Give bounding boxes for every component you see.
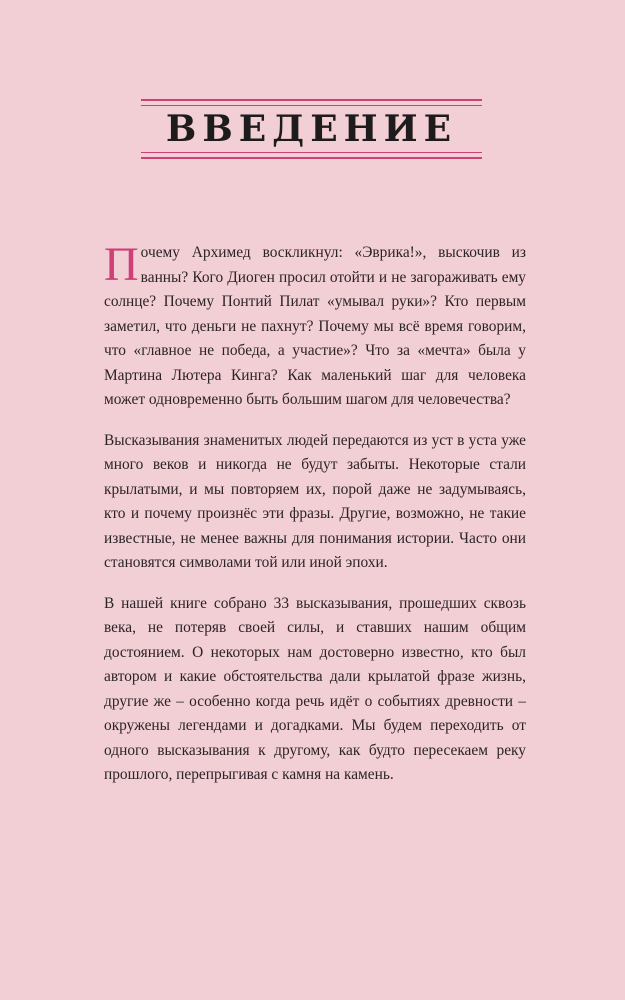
paragraph-2: Высказывания знаменитых людей передаются из уст в уста уже много веков и никогда не будут забыты. Некоторые стали крылатыми, и мы повторяем их, порой даже не задумываясь, кто и почему произнёс эти фразы. Другие, возможно, не такие известные, не менее важны для понимания истории. Часто они становятся символами той или иной эпохи. (104, 431, 526, 571)
chapter-header (141, 99, 482, 163)
bottom-rule-thin (141, 152, 482, 153)
drop-cap: П (104, 238, 139, 291)
chapter-title: ВВЕДЕНИЕ (165, 108, 458, 150)
paragraph-3: В нашей книге собрано 33 высказывания, прошедших сквозь века, не потеряв своей силы, и ставших нашим общим достоянием. О некоторых нам достоверно известно, кто был автором и какие обстоятельства дали крылатой фразе жизнь, другие же – особенно когда речь идёт о событиях древности – окружены легендами и догадками. Мы будем переходить от одного высказывания к другому, как будто пересекаем реку прошлого, перепрыгивая с камня на камень. (104, 594, 526, 783)
intro-text (104, 238, 526, 804)
bottom-rule-thick (141, 157, 482, 159)
paragraph-1-text: очему Архимед воскликнул: «Эврика!», выскочив из ванны? Кого Диоген просил отойти и не загораживать ему солнце? Почему Понтий Пилат «умывал руки»? Кто первым заметил, что деньги не пахнут? Почему мы всё время говорим, что «главное не победа, а участие»? Что за «мечта» была у Мартина Лютера Кинга? Как маленький шаг для человека может одновременно быть большим шагом для человечества? (104, 244, 526, 408)
paragraph-1 (104, 238, 526, 413)
top-rule-thick (141, 99, 482, 101)
top-rule-thin (141, 105, 482, 106)
